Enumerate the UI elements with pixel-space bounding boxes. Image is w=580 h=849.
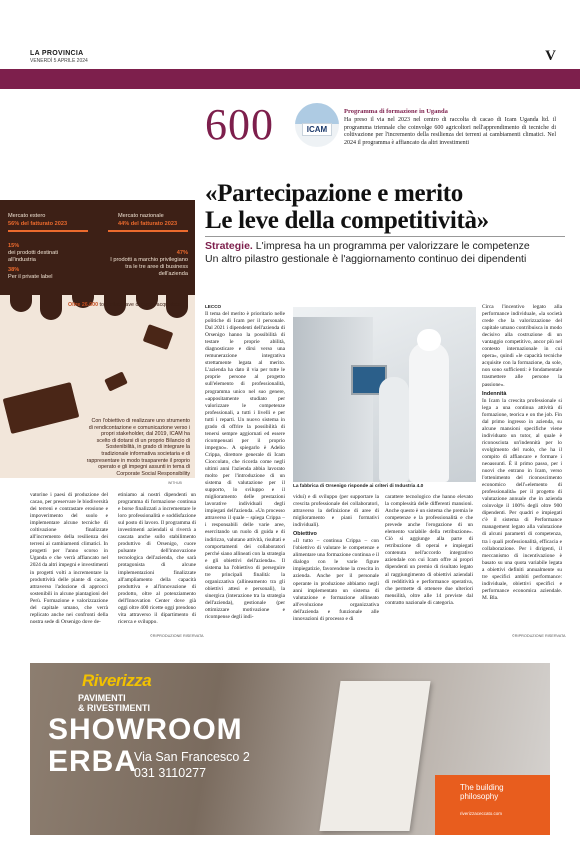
stat-2-value: 38%: [8, 267, 20, 273]
info-left-value: 56% del fatturato 2023: [8, 221, 68, 227]
ad-brand-sub-line-2: & RIVESTIMENTI: [78, 702, 151, 713]
ad-city: ERBA: [48, 745, 138, 778]
factory-photo: [293, 307, 476, 482]
column-left-text: vatorine i paesi di produzione del cacao, per preservare le biodiversità dei terreni e contrastare erosione e impoverimento del suolo e implementare alcune tecniche di coltivazione finalizzate all'incremento della resilienza dei terreni ai cambiamenti climatici. In progetti per l'anno scorso in Uganda e che verrà affiancato nel 2024 da altri impegni e investimenti in progetti volti a incrementare la produttività delle piante di cacao, attraverso l'adozione di approcci sostenibili in alcune piantagioni del Perù. Formazione e valorizzazione del capitale umano, che verrà replicato anche nei confronti della nostra sede di Orsenigo dove de-: [30, 492, 108, 625]
ad-brand-subtitle: [78, 694, 150, 713]
article-column-2: [205, 304, 285, 634]
photo-caption: La fabbrica di Orsenigo risponde ai criteri di Industria 4.0: [293, 484, 424, 489]
machine-panel: [293, 317, 373, 482]
section-heading-indennita: Indennità: [482, 390, 507, 397]
cocoa-text: tonnellate fave di cacao acquistate: [98, 302, 181, 308]
dateline-place: LECCO: [205, 304, 222, 309]
info-right-bar: [108, 230, 188, 232]
article-column-middle: [118, 492, 196, 632]
column-middle-text: etiniamo ai nostri dipendenti un programma di formazione continua e borse finalizzati a incrementare le loro professionalità e soddisfazione sul posto di lavoro. Il programma di investimenti aziendali si riverrà a cascata anche sullo stabilimento produttivo di Orsenigo, cuore pulsante dell'innovazione tecnologica dell'azienda, che sarà protagonista di alcune implementazioni finalizzate all'ampliamento della capacità produttiva e all'innovazione di prodotto, oltre al potenziamento dell'Innovation Center dove già oggi oltre 400 ricette oggi prendono vita attraverso il dipartimento di ricerca e sviluppo.: [118, 492, 196, 625]
stat-1-text: dei prodotti destinati all'industria: [8, 250, 59, 263]
info-left-label: Mercato estero: [8, 213, 46, 219]
worker-figure: [379, 377, 409, 482]
headline-line-1: «Partecipazione e merito: [205, 180, 463, 207]
subhead-line-2: Un altro pilastro gestionale è l'aggiornamento continuo dei dipendenti: [205, 253, 527, 265]
ad-brand-logo: Riverizza: [82, 671, 152, 690]
sustainability-text: Con l'obiettivo di realizzare uno strumento di rendicontazione e comunicazione verso i propri stakeholder, dal 2019, ICAM ha scelto di dotarsi di un proprio Bilancio di Sostenibilità, in grado di integrare la tradizionale informativa societaria e di rappresentare in modo trasparente il proprio operato e gli impegni assunti in tema di Corporate Social Responsibility: [86, 418, 190, 477]
dateline: VENERDÌ 5 APRILE 2024: [30, 58, 88, 64]
headline-line-2: Le leve della competitività»: [205, 207, 489, 234]
ad-tagline-line-2: philosophy: [460, 792, 499, 801]
stat-3-value: 47%: [176, 250, 188, 256]
column-2-text: Il tema del merito è prioritario nelle politiche di Icam per il personale. Dal 2021 i dipendenti dell'azienda di Orsenigo hanno la possibilità di testare le proprie abilità, diagnosticare e dirsi verso una remunerazione integrativa strettamente legata al merito. L'azienda ha dato il via per tutte le proprie persone al progetto sull'elemento di professionalità, programma unico nel suo genere, «appositamente studiato per valorizzare le competenze professionali, a tutti i livelli e per tutti i reparti. Un nuovo sistema in grado di offrire la possibilità di tenersi sempre aggiornati ed essere ricompensati per il proprio impegno». A spiegarlo è Adelio Crippa, direttore generale di Icam Cioccolato, che ricorda come negli ultimi anni l'azienda abbia lavorato molto per l'introduzione di un sistema di valutazione per il supporto, lo sviluppo e il miglioramento delle prestazioni lavorative individuali degli impiegati dell'azienda. «Un processo attraverso il quale – spiega Crippa – i responsabili delle varie aree, esercitando un ruolo di guida e di indirizzo, valutano attività, risultati e comportamenti dei collaboratori perché siano allineati con la strategia e gli obiettivi dell'azienda». Il sistema ha l'obiettivo di perseguire tre principali finalità: la organizzativa (allineamento tra gli obiettivi attesi e personali), la sinergica (interazione tra la strategia dell'azienda), gestionale (per ottimizzare motivazione e ricompense degli indi-: [205, 311, 285, 621]
column-5-bottom-text: In Icam la crescita professionale si lega a una continua attività di formazione, teorica e on the job. Fin dal primo ingresso in azienda, su alcune mansioni specifiche viene individuato un tutor, al quale è riconosciuta un'indennità per lo svolgimento del ruolo, che ha il compito di affiancare e formare i neoassunti. È il primo passo, per i nuovi che entrano in Icam, verso l'ottenimento del riconoscimento economico dell'«elemento di professionalità» per il progetto di valutazione annuale che in azienda coinvolge il 100% degli oltre 900 dipendenti. Per quadri e impiegati c'è il sistema di Performance management legato alla valutazione di alcuni parametri di competenza, tra i quali professionalità, efficacia e collaborazione. Per i dirigenti, il meccanismo di incentivazione è basato su una quota variabile legata a obiettivi definiti annualmente su tre specifici ambiti performance: individuale, obiettivi specifici e performance economica aziendale. M. Bla.: [482, 397, 562, 601]
ad-brand-sub-line-1: PAVIMENTI: [78, 693, 126, 703]
column-4-text: carattere tecnologico che hanno elevato la complessità delle differenti mansioni. Anche questo è un sistema che premia le competenze e la professionalità e che prevede anche l'erogazione di un elemento variabile della retribuzione». Ciò si aggiunge alla parte di retribuzione di operai e impiegati contenuta nell'accordo integrativo aziendale con cui Icam offre ai propri dipendenti un premio di risultato legato al raggiungimento di obiettivi aziendali di redditività e performance operativa, che permette di ottenere due ulteriori mensilità, oltre alle 14 previste dal contratto nazionale di categoria.: [385, 494, 473, 606]
column-middle-credit: ©RIPRODUZIONE RISERVATA: [150, 634, 204, 638]
teaser-number: 600: [205, 100, 274, 149]
advertisement[interactable]: [30, 663, 550, 835]
icam-logo-text: ICAM: [302, 123, 332, 136]
tile-slab-image: [319, 681, 430, 831]
ad-address: Via San Francesco 2: [134, 750, 250, 764]
chocolate-bar-image: [3, 382, 80, 434]
stat-2-text: Per il private label: [8, 274, 53, 280]
info-left-bar: [8, 230, 88, 232]
column-3-top-text: vidui) e di sviluppo (per supportare la crescita professionale dei collaboratori, attraverso la definizione di aree di miglioramento e piani formativi individuali).: [293, 494, 379, 529]
subhead-line-1: L'impresa ha un programma per valorizzare le competenze: [252, 240, 530, 252]
infographic-credit: WITHUB: [168, 481, 182, 485]
article-column-3: [293, 494, 379, 636]
stat-3-text: I prodotti a marchio privilegiano tra le tre aree di business dell'azienda: [110, 257, 188, 277]
column-5-top-text: Circa l'incentivo legato alla performance individuale, «la società crede che la valorizzazione del capitale umano contribuisca in modo decisivo alla costruzione di un vantaggio competitivo, ancor più nel contesto internazionale in cui opera», quindi «le capacità tecniche acquisite con la formazione, da sole, non sono sufficienti: è fondamentale trasmettere alle persone la passione».: [482, 304, 562, 388]
column-5-credit: ©RIPRODUZIONE RISERVATA: [512, 634, 566, 638]
chocolate-drip: [40, 290, 62, 320]
chocolate-drip: [10, 290, 32, 312]
column-3-bottom-text: «Il tutto – continua Crippa – con l'obiettivo di valutare le competenze e alimentare una formazione continua e il dialogo con le varie figure impiegatizie, favorendone la crescita in azienda. Anche per il personale operante in produzione abbiamo negli anni implementato un sistema di valutazione e formazione allineato all'evoluzione organizzativa dell'azienda e funzionale alle innovazioni di processo e di: [293, 538, 379, 622]
worker-figure: [409, 342, 449, 482]
cocoa-amount: Oltre 26.000: [68, 302, 99, 308]
subhead-kicker: Strategie.: [205, 240, 253, 252]
info-right-value: 44% del fatturato 2023: [118, 221, 178, 227]
chocolate-piece-image: [143, 324, 174, 350]
section-heading-obiettivo: Obiettivo: [293, 531, 317, 538]
ad-url-link[interactable]: riverizzaceccato.com: [460, 811, 503, 816]
teaser-text: Ha preso il via nel 2023 nel centro di raccolta di cacao di Icam Uganda ltd. il programma triennale che coinvolge 600 agricoltori nell'apprendimento di tecniche di coltivazione per l'incremento della resilienza dei terreni ai cambiamenti climatici. Nel 2024 il programma è affiancato da altri investimenti: [344, 117, 556, 146]
article-column-5: [482, 304, 562, 634]
article-column-left: [30, 492, 108, 632]
page-letter: V: [545, 48, 556, 64]
ad-showroom-title: SHOWROOM: [48, 713, 243, 746]
info-right-label: Mercato nazionale: [118, 213, 164, 219]
worker-cap: [417, 329, 441, 351]
headline: [205, 180, 565, 234]
teaser-title: Programma di formazione in Uganda: [344, 108, 448, 115]
infographic: [0, 200, 195, 478]
subhead: [205, 240, 570, 266]
headline-rule: [205, 236, 565, 237]
masthead: LA PROVINCIA: [30, 50, 84, 57]
stat-1-value: 15%: [8, 243, 20, 249]
ad-tagline: [460, 783, 504, 801]
article-column-4: [385, 494, 473, 636]
ad-tagline-line-1: The building: [460, 783, 504, 792]
icam-logo: [295, 103, 339, 147]
chocolate-piece-image: [104, 371, 128, 391]
section-color-bar: [0, 69, 580, 89]
ad-phone: 031 3110277: [134, 766, 207, 780]
